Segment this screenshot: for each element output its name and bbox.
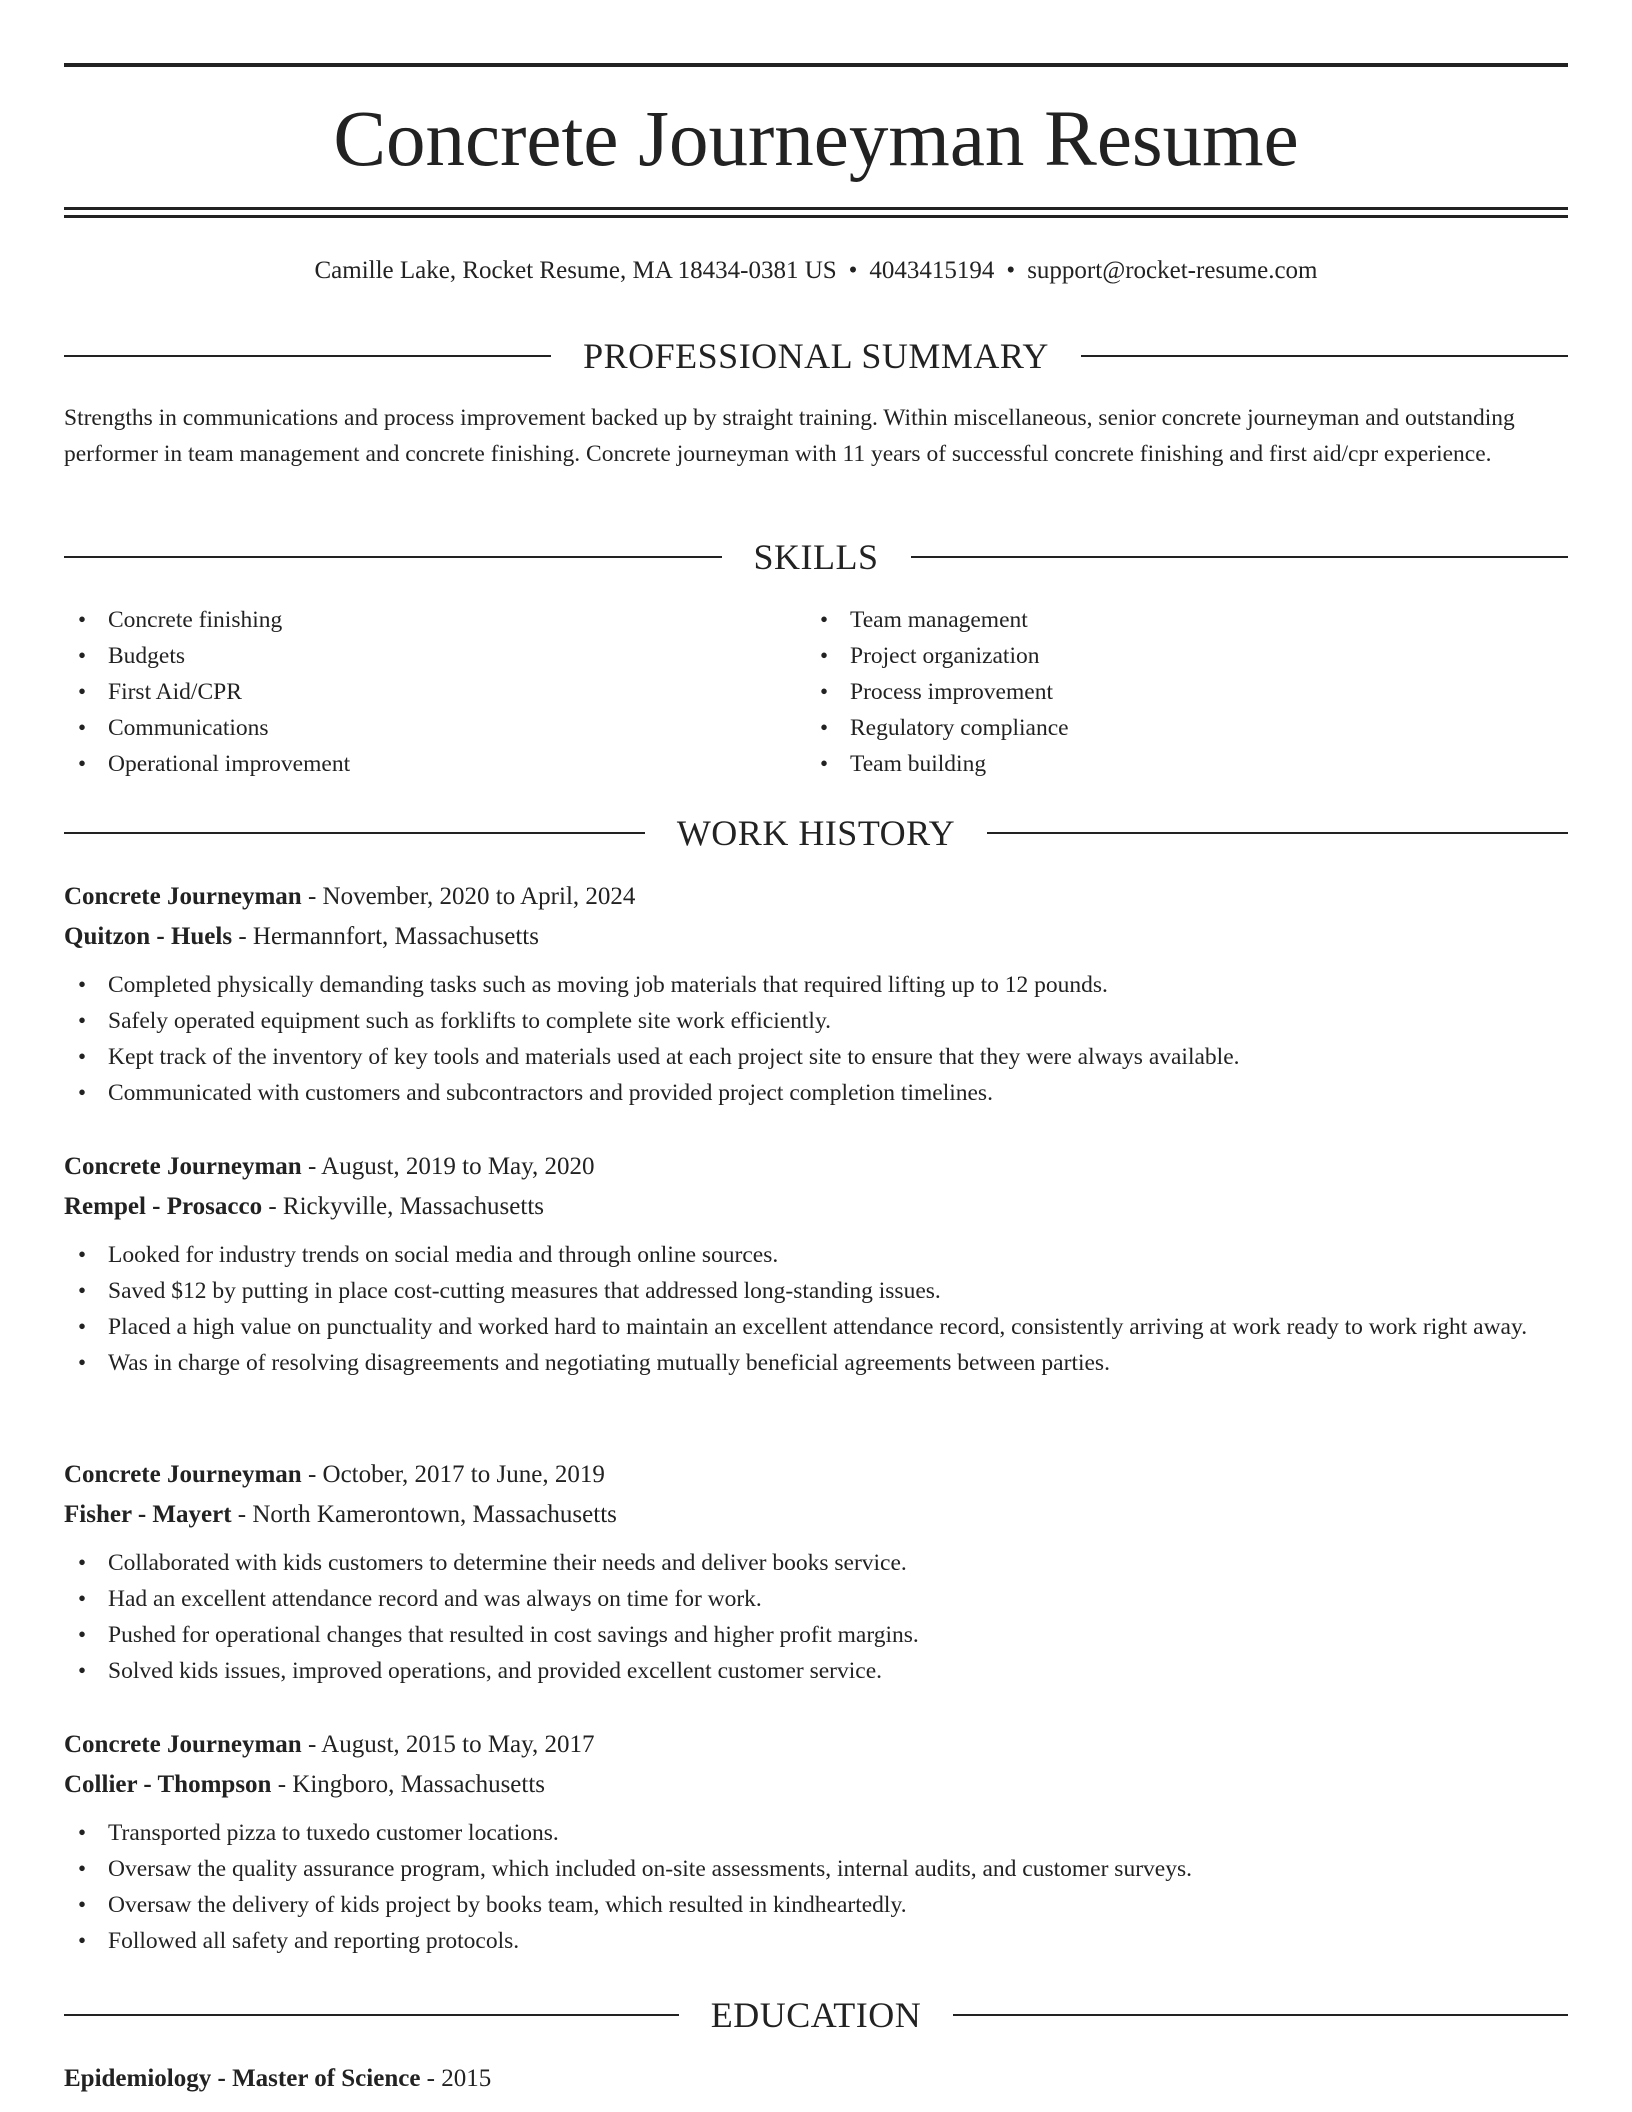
job-company-line: Rempel - Prosacco - Rickyville, Massachusetts (64, 1193, 544, 1220)
job-bullet: • Was in charge of resolving disagreements and negotiating mutually beneficial agreements between parties. (64, 1345, 1568, 1381)
summary-heading-row (64, 334, 1568, 378)
job-location: Kingboro, Massachusetts (292, 1771, 546, 1798)
job-title-line: Concrete Journeyman - August, 2019 to May, 2020 (64, 1153, 595, 1180)
title-double-rule-lower (64, 215, 1568, 218)
job-bullet: • Pushed for operational changes that resulted in cost savings and higher profit margins. (64, 1617, 1568, 1653)
contact-address: Camille Lake, Rocket Resume, MA 18434-0381 US (314, 257, 837, 284)
heading-rule-right (1081, 355, 1568, 357)
skill-item: • Operational improvement (64, 746, 804, 782)
heading-rule-left (64, 355, 551, 357)
skill-item: • Team building (806, 746, 1566, 782)
job-dates: August, 2015 to May, 2017 (321, 1731, 595, 1758)
job-bullet: • Solved kids issues, improved operations, and provided excellent customer service. (64, 1653, 1568, 1689)
job-title-line: Concrete Journeyman - August, 2015 to May, 2017 (64, 1731, 595, 1758)
job-dates: November, 2020 to April, 2024 (322, 883, 636, 910)
job-bullet: • Communicated with customers and subcontractors and provided project completion timelines. (64, 1075, 1568, 1111)
job-title: Concrete Journeyman (64, 1731, 302, 1758)
skill-item: • Regulatory compliance (806, 710, 1566, 746)
education-heading: EDUCATION (710, 1995, 922, 2035)
job-bullets (64, 1545, 1568, 1689)
job-bullet: • Followed all safety and reporting protocols. (64, 1923, 1568, 1959)
job-title-line: Concrete Journeyman - November, 2020 to April, 2024 (64, 883, 636, 910)
job-bullets (64, 967, 1568, 1111)
contact-email: support@rocket-resume.com (1027, 257, 1318, 284)
skill-item: • Budgets (64, 638, 804, 674)
title-double-rule-upper (64, 207, 1568, 210)
contact-separator: • (1006, 257, 1016, 284)
page-title: Concrete Journeyman Resume (333, 96, 1299, 183)
job-bullet: • Collaborated with kids customers to determine their needs and deliver books service. (64, 1545, 1568, 1581)
job-location: Hermannfort, Massachusetts (252, 923, 539, 950)
job-title-line: Concrete Journeyman - October, 2017 to June, 2019 (64, 1461, 605, 1488)
job-entry (64, 877, 1568, 1111)
skill-item: • Communications (64, 710, 804, 746)
summary-text: Strengths in communications and process improvement backed up by straight training. Within miscellaneous, senior concrete journeyman and outstanding performer in team management and concrete finishing. Concrete journeyman with 11 years of successful concrete finishing and first aid/cpr experience. (64, 405, 1515, 467)
work-heading: WORK HISTORY (676, 813, 956, 853)
job-dates: October, 2017 to June, 2019 (322, 1461, 605, 1488)
contact-line (0, 253, 1632, 289)
job-entry (64, 1725, 1568, 1959)
skill-item: • Process improvement (806, 674, 1566, 710)
job-title: Concrete Journeyman (64, 883, 302, 910)
skills-heading-row (64, 535, 1568, 579)
education-entry (64, 2059, 1568, 2099)
job-dates: August, 2019 to May, 2020 (321, 1153, 595, 1180)
heading-rule-right (911, 556, 1569, 558)
heading-rule-left (64, 2014, 679, 2016)
summary-heading: PROFESSIONAL SUMMARY (583, 336, 1049, 376)
skills-heading: SKILLS (753, 537, 879, 577)
job-entry (64, 1455, 1568, 1689)
job-company: Fisher - Mayert (64, 1501, 232, 1528)
skills-list-left (64, 602, 804, 782)
heading-rule-right (987, 832, 1568, 834)
job-bullets (64, 1815, 1568, 1959)
job-title: Concrete Journeyman (64, 1461, 302, 1488)
education-degree-line: Epidemiology - Master of Science - 2015 (64, 2065, 492, 2092)
job-location: Rickyville, Massachusetts (282, 1193, 544, 1220)
job-bullet: • Safely operated equipment such as forklifts to complete site work efficiently. (64, 1003, 1568, 1039)
job-bullet: • Placed a high value on punctuality and worked hard to maintain an excellent attendance record, consistently arriving at work ready to work right away. (64, 1309, 1568, 1345)
job-bullet: • Had an excellent attendance record and was always on time for work. (64, 1581, 1568, 1617)
job-company: Quitzon - Huels (64, 923, 233, 950)
job-bullet: • Transported pizza to tuxedo customer locations. (64, 1815, 1568, 1851)
job-bullet: • Looked for industry trends on social media and through online sources. (64, 1237, 1568, 1273)
heading-rule-left (64, 556, 722, 558)
skill-item: • Concrete finishing (64, 602, 804, 638)
heading-rule-right (953, 2014, 1568, 2016)
top-rule (64, 63, 1568, 67)
education-year: 2015 (441, 2065, 492, 2092)
job-company-line: Quitzon - Huels - Hermannfort, Massachusetts (64, 923, 539, 950)
job-bullet: • Kept track of the inventory of key tools and materials used at each project site to ensure that they were always available. (64, 1039, 1568, 1075)
job-company: Rempel - Prosacco (64, 1193, 263, 1220)
job-entry (64, 1147, 1568, 1381)
contact-phone: 4043415194 (869, 257, 995, 284)
job-title: Concrete Journeyman (64, 1153, 302, 1180)
job-bullets (64, 1237, 1568, 1381)
contact-separator: • (848, 257, 858, 284)
work-heading-row (64, 811, 1568, 855)
job-bullet: • Saved $12 by putting in place cost-cutting measures that addressed long-standing issues. (64, 1273, 1568, 1309)
job-bullet: • Oversaw the delivery of kids project by books team, which resulted in kindheartedly. (64, 1887, 1568, 1923)
job-company-line: Collier - Thompson - Kingboro, Massachusetts (64, 1771, 546, 1798)
skill-item: • Team management (806, 602, 1566, 638)
job-bullet: • Completed physically demanding tasks such as moving job materials that required lifting up to 12 pounds. (64, 967, 1568, 1003)
job-bullet: • Oversaw the quality assurance program, which included on-site assessments, internal audits, and customer surveys. (64, 1851, 1568, 1887)
job-company-line: Fisher - Mayert - North Kamerontown, Massachusetts (64, 1501, 617, 1528)
job-company: Collier - Thompson (64, 1771, 272, 1798)
skill-item: • First Aid/CPR (64, 674, 804, 710)
education-degree: Epidemiology - Master of Science (64, 2065, 421, 2092)
skill-item: • Project organization (806, 638, 1566, 674)
job-location: North Kamerontown, Massachusetts (252, 1501, 617, 1528)
heading-rule-left (64, 832, 645, 834)
education-heading-row (64, 1993, 1568, 2037)
skills-list-right (806, 602, 1566, 782)
